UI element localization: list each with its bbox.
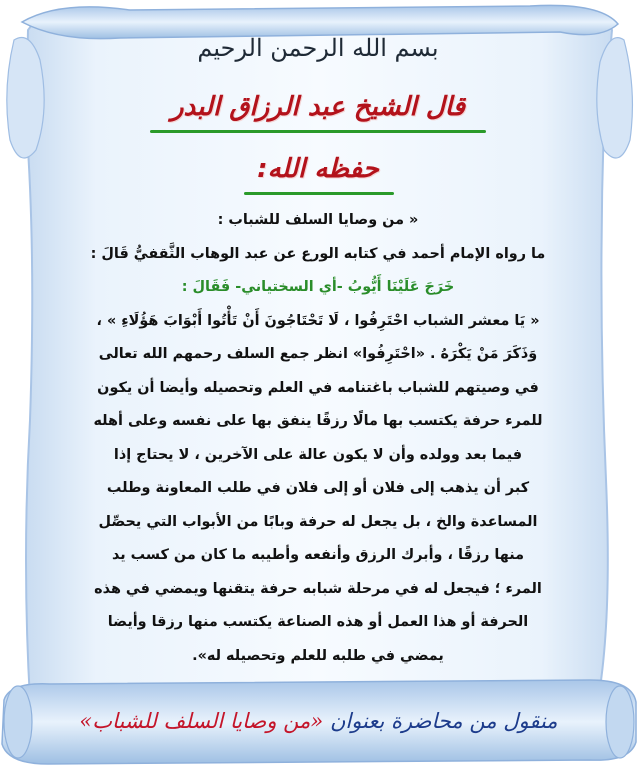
footer-lecture-title: «من وصايا السلف للشباب» <box>79 709 324 733</box>
source-footer <box>0 696 637 746</box>
text-line: الحرفة أو هذا العمل أو هذه الصناعة يكتسب منها رزقا وأيضا <box>107 614 529 630</box>
text-line: ما رواه الإمام أحمد في كتابه الورع عن عبد الوهاب الثَّقفيُّ قَالَ : <box>90 245 546 262</box>
text-line: « من وصايا السلف للشباب : <box>217 212 419 228</box>
scroll-content <box>38 20 598 690</box>
title-sheikh-name: قال الشيخ عبد الرزاق البدر <box>170 92 466 122</box>
footer-prefix: منقول من محاضرة بعنوان <box>329 709 558 733</box>
text-line: وَذَكَرَ مَنْ يَكْرَهُ . «احْتَرِفُوا» انظر جمع السلف رحمهم الله تعالى <box>98 346 538 362</box>
text-line: في وصيتهم للشباب باغتنامه في العلم وتحصيله وأيضا أن يكون <box>97 379 539 396</box>
text-line: كبر أن يذهب إلى فلان أو إلى فلان في طلب المعاونة وطلب <box>106 480 530 496</box>
text-line: المساعدة والخ ، بل يجعل له حرفة وبابًا من الأبواب التي يحصِّل <box>98 513 538 530</box>
text-line: للمرء حرفة يكتسب بها مالًا رزقًا ينفق بها على نفسه وعلى أهله <box>93 413 543 429</box>
text-line-highlight: خَرَجَ عَلَيْنَا أَيُّوبُ -أي السختياني- فَقَالَ : <box>181 279 455 295</box>
basmala-calligraphy: بسم الله الرحمن الرحيم <box>197 34 439 62</box>
text-line: المرء ؛ فيجعل له في مرحلة شبابه حرفة يتقنها ويمضي في هذه <box>94 580 542 597</box>
text-line: يمضي في طلبه للعلم وتحصيله له». <box>192 647 444 664</box>
text-line: « يَا معشر الشباب احْتَرِفُوا ، لَا تَحْتَاجُونَ أَنْ تَأْتُوا أَبْوَابَ هَؤُلَاءِ » ، <box>96 312 540 329</box>
title-underline <box>150 130 486 133</box>
text-line: فيما بعد وولده وأن لا يكون عالة على الآخرين ، لا يحتاج إذا <box>113 446 523 463</box>
text-line: منها رزقًا ، وأبرك الرزق وأنفعه وأطيبه ما كان من كسب يد <box>111 547 525 563</box>
scroll-right-curl <box>597 38 633 158</box>
quote-body <box>46 204 590 673</box>
honorific-underline <box>244 192 394 195</box>
title-honorific: حفظه الله: <box>257 154 379 184</box>
